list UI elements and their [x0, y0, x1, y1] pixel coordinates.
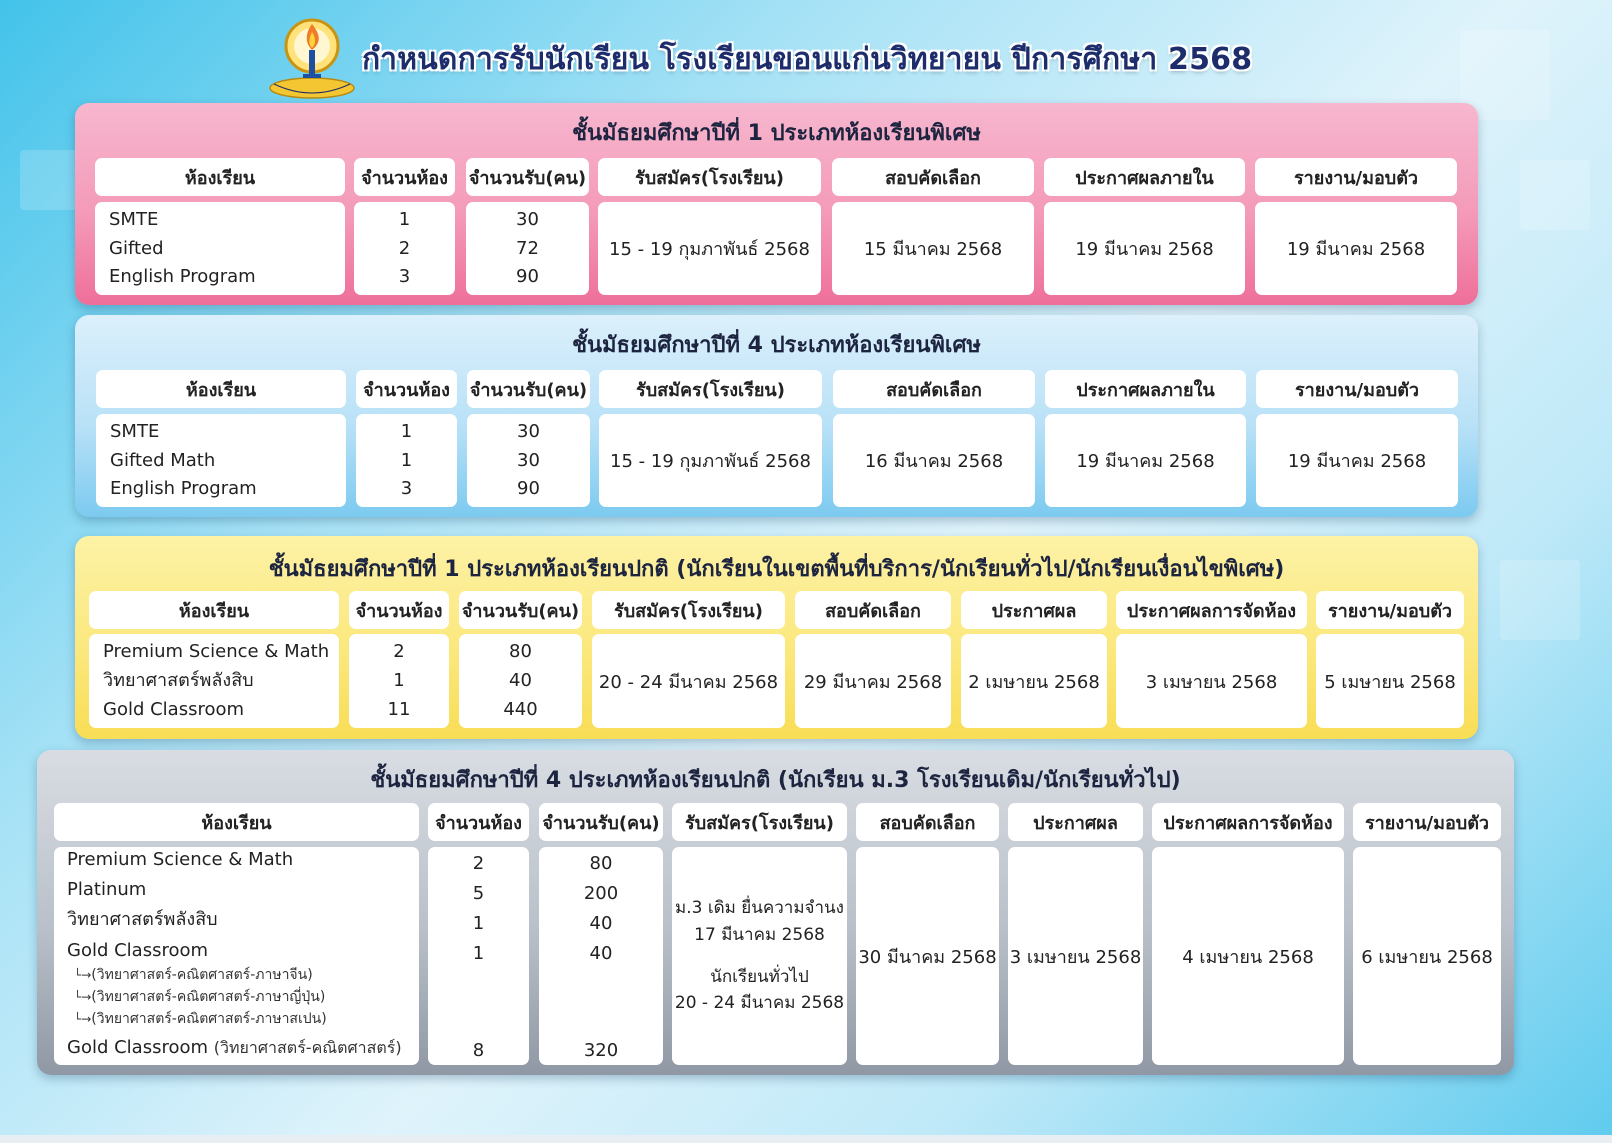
header-apply: รับสมัคร(โรงเรียน) — [592, 591, 785, 629]
room-count: 3 — [398, 266, 411, 288]
room-count: 8 — [472, 1040, 485, 1061]
apply-date: 15 - 19 กุมภาพันธ์ 2568 — [598, 202, 821, 295]
page-header — [268, 8, 1253, 104]
bottom-strip — [0, 1135, 1612, 1143]
header-exam: สอบคัดเลือก — [856, 803, 999, 841]
seat-count: 440 — [503, 699, 538, 721]
program-name: วิทยาศาสตร์พลังสิบ — [103, 670, 254, 692]
rooms-cell — [349, 634, 449, 728]
seat-count: 30 — [517, 449, 540, 471]
program-name: SMTE — [109, 209, 159, 231]
programs-cell — [95, 202, 345, 295]
room-count: 1 — [393, 670, 405, 692]
program-name: English Program — [109, 266, 256, 288]
header-announce: ประกาศผล — [1008, 803, 1143, 841]
room-announce-date: 4 เมษายน 2568 — [1152, 847, 1344, 1065]
program-name: Gifted — [109, 237, 164, 259]
report-date: 19 มีนาคม 2568 — [1255, 202, 1457, 295]
program-name: Gold Classroom — [67, 940, 209, 961]
seat-count: 30 — [517, 421, 540, 443]
programs-cell — [96, 414, 346, 507]
room-count: 1 — [472, 913, 485, 934]
header-rooms: จำนวนห้อง — [428, 803, 529, 841]
report-date: 19 มีนาคม 2568 — [1256, 414, 1458, 507]
header-announce: ประกาศผลภายใน — [1044, 158, 1245, 196]
program-name: Platinum — [67, 879, 147, 900]
header-report: รายงาน/มอบตัว — [1255, 158, 1457, 196]
section-m4-regular — [37, 750, 1514, 1075]
report-date: 6 เมษายน 2568 — [1353, 847, 1501, 1065]
header-rooms: จำนวนห้อง — [354, 158, 455, 196]
seats-cell — [467, 414, 590, 507]
header-apply: รับสมัคร(โรงเรียน) — [598, 158, 821, 196]
header-exam: สอบคัดเลือก — [832, 158, 1034, 196]
header-report: รายงาน/มอบตัว — [1316, 591, 1464, 629]
rooms-cell — [428, 847, 529, 1065]
arrow-right-icon: └→ — [74, 1012, 92, 1026]
room-count: 3 — [400, 478, 413, 500]
header-classroom: ห้องเรียน — [89, 591, 339, 629]
bg-decoration — [1520, 160, 1590, 230]
header-seats: จำนวนรับ(คน) — [466, 158, 589, 196]
room-count: 2 — [398, 237, 411, 259]
header-seats: จำนวนรับ(คน) — [539, 803, 663, 841]
header-report: รายงาน/มอบตัว — [1353, 803, 1501, 841]
arrow-right-icon: └→ — [74, 968, 92, 982]
room-count: 1 — [472, 943, 485, 964]
seat-count: 90 — [516, 266, 539, 288]
header-rooms: จำนวนห้อง — [356, 370, 457, 408]
announce-date: 19 มีนาคม 2568 — [1044, 202, 1245, 295]
gold-sub-item: └→(วิทยาศาสตร์-คณิตศาสตร์-ภาษาสเปน) — [74, 1011, 327, 1027]
school-logo-icon — [268, 10, 356, 100]
gold-sub-item: └→(วิทยาศาสตร์-คณิตศาสตร์-ภาษาญี่ปุ่น) — [74, 989, 326, 1005]
program-name: Premium Science & Math — [67, 849, 294, 870]
seat-count: 320 — [583, 1040, 619, 1061]
header-seats: จำนวนรับ(คน) — [459, 591, 582, 629]
seat-count: 40 — [509, 670, 532, 692]
apply-line: 20 - 24 มีนาคม 2568 — [674, 993, 845, 1014]
report-date: 5 เมษายน 2568 — [1316, 634, 1464, 728]
header-exam: สอบคัดเลือก — [795, 591, 951, 629]
program-name: Gifted Math — [110, 449, 216, 471]
apply-line: 17 มีนาคม 2568 — [694, 924, 825, 945]
header-classroom: ห้องเรียน — [54, 803, 419, 841]
arrow-right-icon: └→ — [74, 990, 92, 1004]
header-room-announce: ประกาศผลการจัดห้อง — [1116, 591, 1307, 629]
program-name: Gold Classroom — [103, 699, 245, 721]
room-count: 1 — [398, 209, 411, 231]
seat-count: 40 — [589, 913, 613, 934]
program-name: Gold Classroom (วิทยาศาสตร์-คณิตศาสตร์) — [67, 1037, 402, 1058]
exam-date: 29 มีนาคม 2568 — [795, 634, 951, 728]
section-title: ชั้นมัธยมศึกษาปีที่ 1 ประเภทห้องเรียนปกติ (นักเรียนในเขตพื้นที่บริการ/นักเรียนทั่วไป/นักเรียนเงื่อนไขพิเศษ) — [268, 557, 1285, 582]
header-room-announce: ประกาศผลการจัดห้อง — [1152, 803, 1344, 841]
announce-date: 2 เมษายน 2568 — [961, 634, 1107, 728]
header-seats: จำนวนรับ(คน) — [467, 370, 590, 408]
section-m1-regular — [75, 536, 1478, 739]
section-title: ชั้นมัธยมศึกษาปีที่ 4 ประเภทห้องเรียนปกติ (นักเรียน ม.3 โรงเรียนเดิม/นักเรียนทั่วไป) — [370, 768, 1181, 793]
header-report: รายงาน/มอบตัว — [1256, 370, 1458, 408]
rooms-cell — [354, 202, 455, 295]
room-count: 1 — [400, 421, 413, 443]
seats-cell — [539, 847, 663, 1065]
seats-cell — [459, 634, 582, 728]
programs-cell — [54, 847, 419, 1065]
header-exam: สอบคัดเลือก — [833, 370, 1035, 408]
room-count: 2 — [472, 853, 485, 874]
seat-count: 30 — [516, 209, 539, 231]
apply-date: 20 - 24 มีนาคม 2568 — [592, 634, 785, 728]
seats-cell — [466, 202, 589, 295]
section-title: ชั้นมัธยมศึกษาปีที่ 4 ประเภทห้องเรียนพิเศษ — [572, 333, 981, 358]
header-classroom: ห้องเรียน — [95, 158, 345, 196]
exam-date: 15 มีนาคม 2568 — [832, 202, 1034, 295]
exam-date: 16 มีนาคม 2568 — [833, 414, 1035, 507]
bg-decoration — [20, 150, 80, 210]
program-name: วิทยาศาสตร์พลังสิบ — [67, 909, 218, 930]
header-apply: รับสมัคร(โรงเรียน) — [599, 370, 822, 408]
room-count: 1 — [400, 449, 413, 471]
seat-count: 200 — [583, 883, 619, 904]
seat-count: 40 — [589, 943, 613, 964]
room-announce-date: 3 เมษายน 2568 — [1116, 634, 1307, 728]
seat-count: 80 — [589, 853, 613, 874]
apply-cell — [672, 847, 847, 1065]
header-apply: รับสมัคร(โรงเรียน) — [672, 803, 847, 841]
header-announce: ประกาศผล — [961, 591, 1107, 629]
seat-count: 72 — [516, 237, 539, 259]
header-classroom: ห้องเรียน — [96, 370, 346, 408]
seat-count: 90 — [517, 478, 540, 500]
rooms-cell — [356, 414, 457, 507]
section-m4-special — [75, 315, 1478, 517]
programs-cell — [89, 634, 339, 728]
exam-date: 30 มีนาคม 2568 — [856, 847, 999, 1065]
gold-sub-item: └→(วิทยาศาสตร์-คณิตศาสตร์-ภาษาจีน) — [74, 967, 313, 983]
room-count: 5 — [472, 883, 485, 904]
bg-decoration — [1500, 560, 1580, 640]
page-title: กำหนดการรับนักเรียน โรงเรียนขอนแก่นวิทยายน ปีการศึกษา 2568 — [362, 42, 1253, 77]
room-count: 11 — [387, 699, 411, 721]
section-m1-special — [75, 103, 1478, 305]
program-name: Premium Science & Math — [103, 641, 330, 663]
announce-date: 19 มีนาคม 2568 — [1045, 414, 1246, 507]
seat-count: 80 — [509, 641, 532, 663]
apply-date: 15 - 19 กุมภาพันธ์ 2568 — [599, 414, 822, 507]
header-announce: ประกาศผลภายใน — [1045, 370, 1246, 408]
room-count: 2 — [393, 641, 405, 663]
apply-line: นักเรียนทั่วไป — [710, 967, 809, 987]
header-rooms: จำนวนห้อง — [349, 591, 449, 629]
announce-date: 3 เมษายน 2568 — [1008, 847, 1143, 1065]
apply-line: ม.3 เดิม ยื่นความจำนง — [675, 898, 844, 919]
section-title: ชั้นมัธยมศึกษาปีที่ 1 ประเภทห้องเรียนพิเศษ — [572, 121, 981, 146]
program-name: SMTE — [110, 421, 160, 443]
program-name: English Program — [110, 478, 257, 500]
